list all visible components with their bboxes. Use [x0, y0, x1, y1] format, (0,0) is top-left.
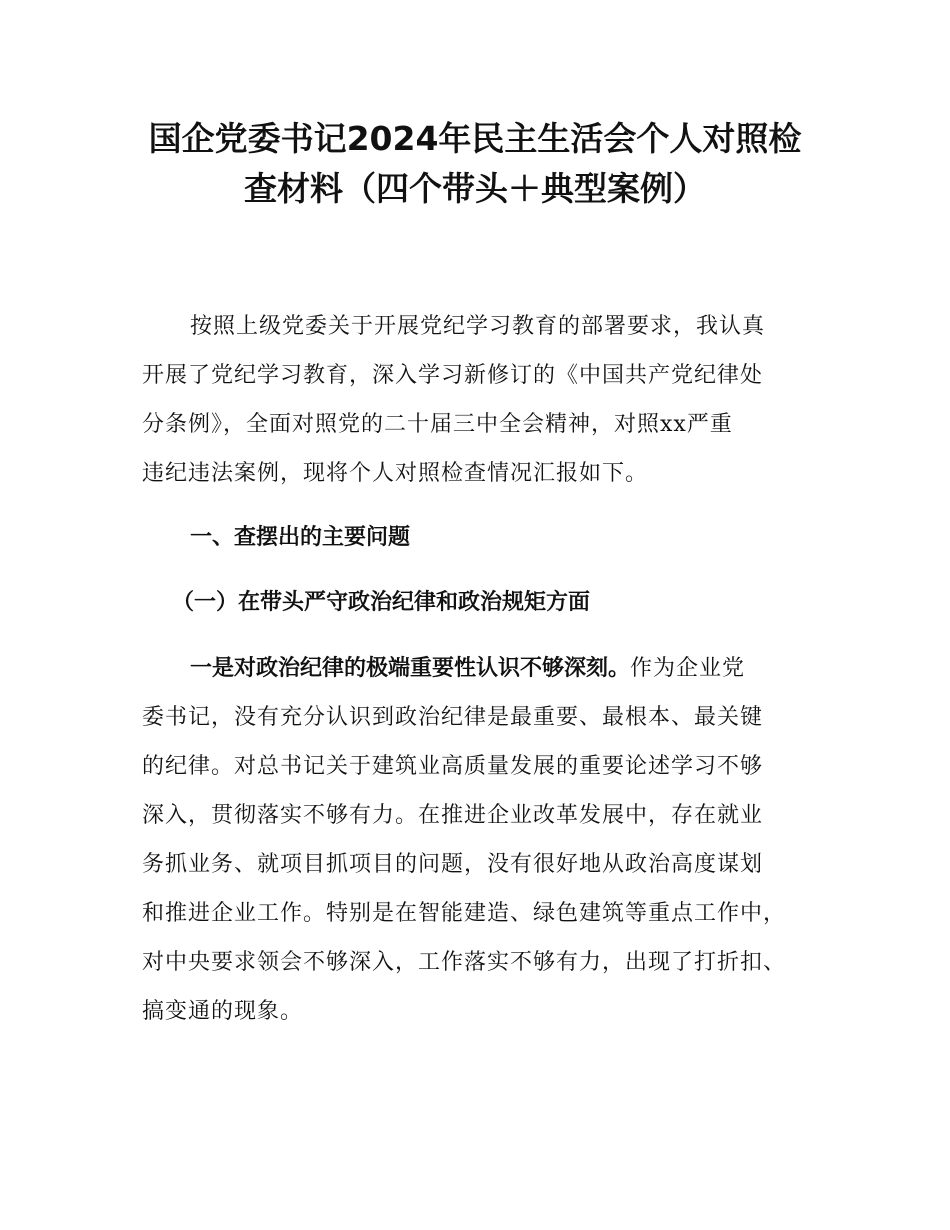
intro-paragraph [142, 302, 832, 498]
intro-line-1: 按照上级党委关于开展党纪学习教育的部署要求，我认真 [190, 314, 766, 339]
intro-line-4: 违纪违法案例，现将个人对照检查情况汇报如下。 [142, 461, 649, 486]
point-1-line-4: 深入，贯彻落实不够有力。在推进企业改革发展中，存在就业 [142, 803, 764, 828]
subsection-heading-1: （一）在带头严守政治纪律和政治规矩方面 [172, 590, 591, 615]
point-1-line-1-rest: 作为企业党 [630, 656, 746, 681]
point-1-line-7: 对中央要求领会不够深入，工作落实不够有力，出现了打折扣、 [142, 950, 787, 975]
point-1-line-5: 务抓业务、就项目抓项目的问题，没有很好地从政治高度谋划 [142, 852, 764, 877]
intro-line-3: 分条例》，全面对照党的二十届三中全会精神，对照xx严重 [142, 412, 733, 437]
point-1-line-3: 的纪律。对总书记关于建筑业高质量发展的重要论述学习不够 [142, 754, 764, 779]
document-title-line-2: 查材料（四个带头＋典型案例） [244, 169, 706, 208]
document-title-line-1: 国企党委书记2024年民主生活会个人对照检 [148, 119, 802, 158]
point-1-paragraph [142, 644, 832, 1036]
point-1-lead-sentence: 一是对政治纪律的极端重要性认识不够深刻。 [190, 656, 631, 681]
intro-line-2: 开展了党纪学习教育，深入学习新修订的《中国共产党纪律处 [142, 363, 764, 388]
section-heading-1: 一、查摆出的主要问题 [190, 525, 411, 550]
point-1-line-8: 搞变通的现象。 [142, 999, 304, 1024]
point-1-line-1 [142, 644, 832, 693]
point-1-line-2: 委书记，没有充分认识到政治纪律是最重要、最根本、最关键 [142, 705, 764, 730]
point-1-line-6: 和推进企业工作。特别是在智能建造、绿色建筑等重点工作中， [142, 901, 787, 926]
